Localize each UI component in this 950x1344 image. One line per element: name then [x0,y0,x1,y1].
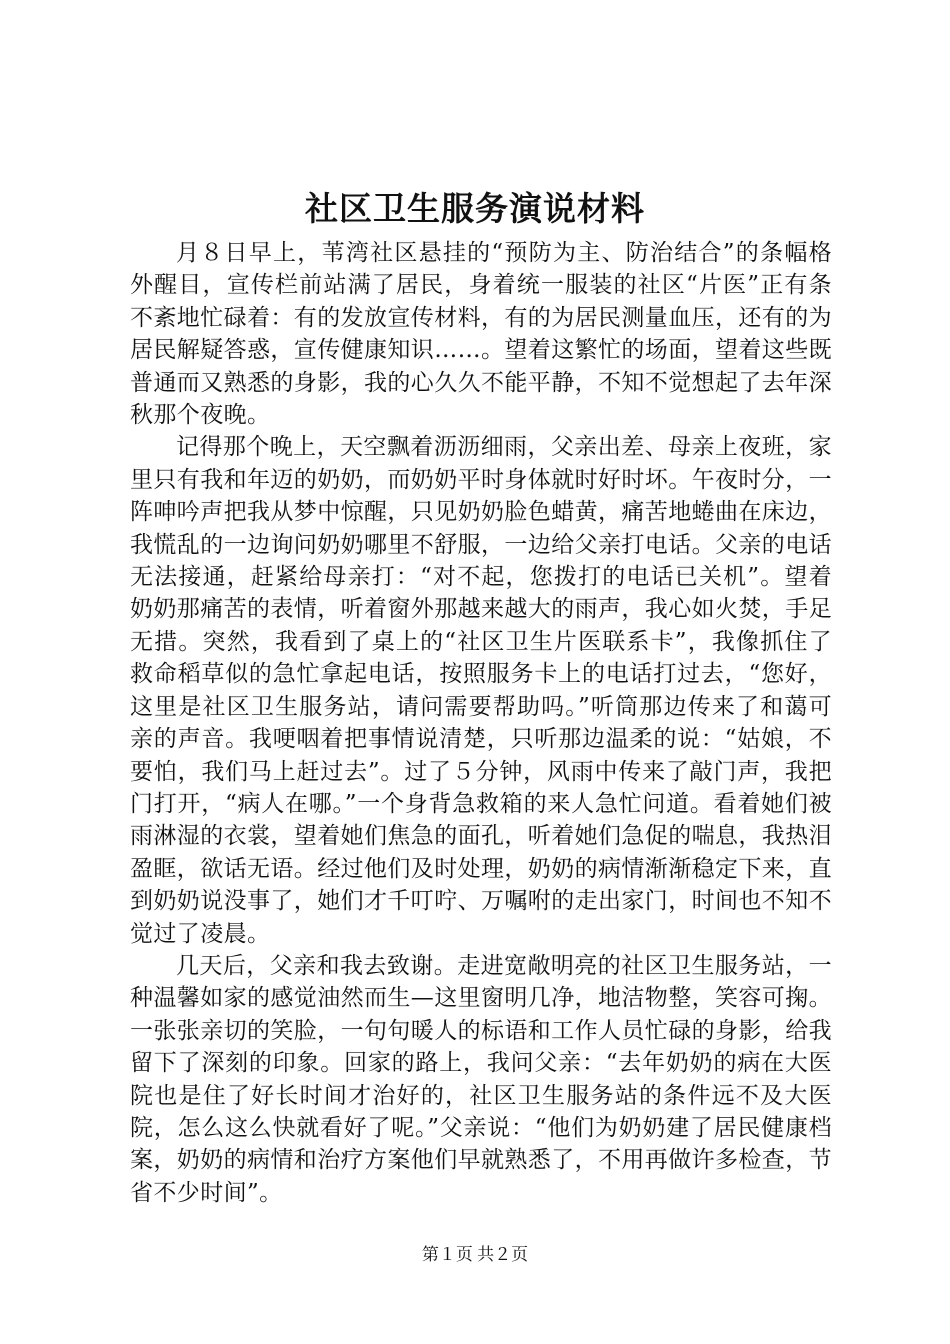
paragraph-3: 几天后，父亲和我去致谢。走进宽敞明亮的社区卫生服务站，一种温馨如家的感觉油然而生—这里窗明几净，地洁物整，笑容可掬。一张张亲切的笑脸，一句句暖人的标语和工作人员忙碌的身影，给我留下了深刻的印象。回家的路上，我问父亲：“去年奶奶的病在大医院也是住了好长时间才治好的，社区卫生服务站的条件远不及大医院，怎么这么快就看好了呢。”父亲说：“他们为奶奶建了居民健康档案，奶奶的病情和治疗方案他们早就熟悉了，不用再做许多检查，节省不少时间”。 [130,952,832,1206]
page-title: 社区卫生服务演说材料 [305,189,645,228]
page-footer: 第１页 共２页 [421,1245,529,1264]
paragraph-1: 月８日早上，苇湾社区悬挂的“预防为主、防治结合”的条幅格外醒目，宣传栏前站满了居民，身着统一服装的社区“片医”正有条不紊地忙碌着：有的发放宣传材料，有的为居民测量血压，还有的为居民解疑答惑，宣传健康知识……。望着这繁忙的场面，望着这些既普通而又熟悉的身影，我的心久久不能平静，不知不觉想起了去年深秋那个夜晚。 [130,240,832,429]
document-body [130,237,832,1209]
paragraph-2: 记得那个晚上，天空飘着沥沥细雨，父亲出差、母亲上夜班，家里只有我和年迈的奶奶，而奶奶平时身体就时好时坏。午夜时分，一阵呻吟声把我从梦中惊醒，只见奶奶脸色蜡黄，痛苦地蜷曲在床边，我慌乱的一边询问奶奶哪里不舒服，一边给父亲打电话。父亲的电话无法接通，赶紧给母亲打：“对不起，您拨打的电话已关机”。望着奶奶那痛苦的表情，听着窗外那越来越大的雨声，我心如火焚，手足无措。突然，我看到了桌上的“社区卫生片医联系卡”，我像抓住了救命稻草似的急忙拿起电话，按照服务卡上的电话打过去，“您好，这里是社区卫生服务站，请问需要帮助吗。”听筒那边传来了和蔼可亲的声音。我哽咽着把事情说清楚，只听那边温柔的说：“姑娘，不要怕，我们马上赶过去”。过了５分钟，风雨中传来了敲门声，我把门打开，“病人在哪。”一个身背急救箱的来人急忙问道。看着她们被雨淋湿的衣裳，望着她们焦急的面孔，听着她们急促的喘息，我热泪盈眶，欲话无语。经过他们及时处理，奶奶的病情渐渐稳定下来，直到奶奶说没事了，她们才千叮咛、万嘱咐的走出家门，时间也不知不觉过了凌晨。 [130,434,832,947]
